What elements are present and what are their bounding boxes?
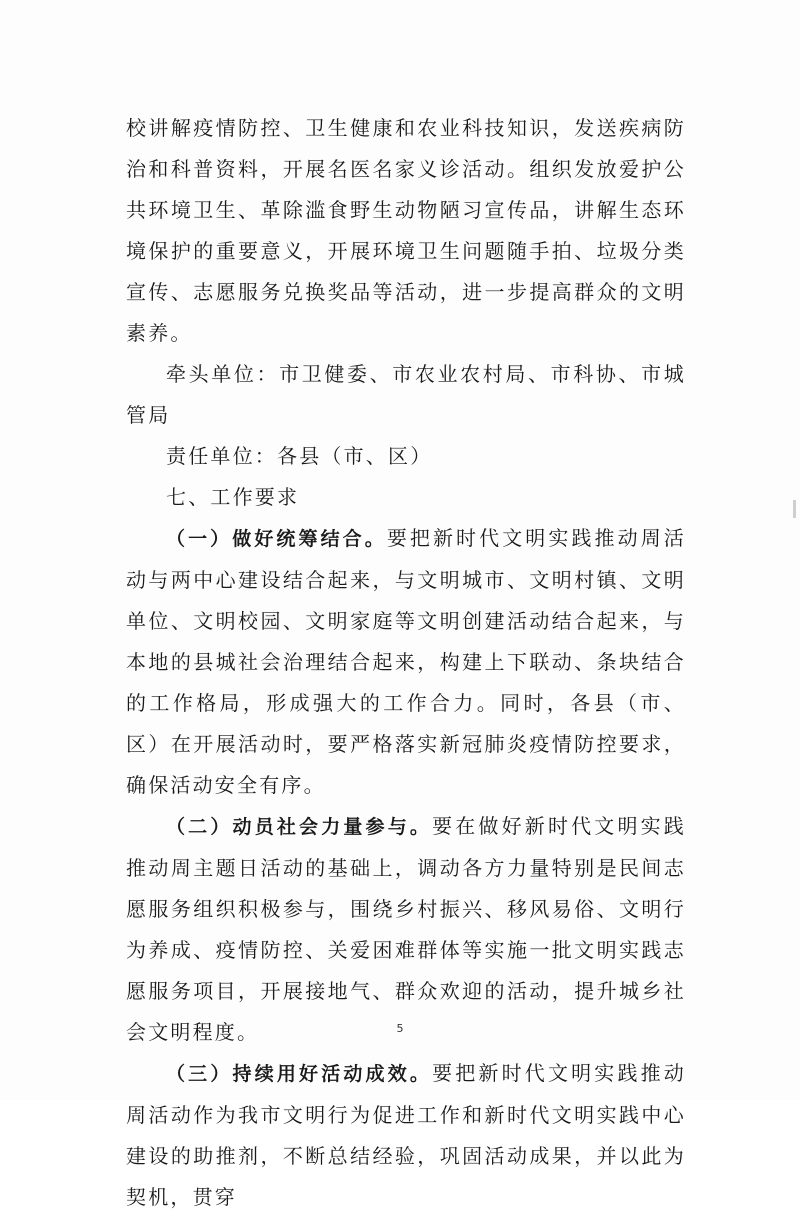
requirement-paragraph-3 — [126, 1053, 686, 1218]
requirement-lead-1: （一）做好统筹结合。 — [166, 528, 387, 550]
scan-edge-mark — [793, 500, 796, 518]
section-heading: 七、工作要求 — [166, 485, 300, 509]
lead-unit-line: 牵头单位：市卫健委、市农业农村局、市科协、市城管局 — [126, 362, 686, 427]
continuation-paragraph: 校讲解疫情防控、卫生健康和农业科技知识，发送疾病防治和科普资料，开展名医名家义诊活动。组织发放爱护公共环境卫生、革除滥食野生动物陋习宣传品，讲解生态环境保护的重要意义，开展环境卫生问题随手拍、垃圾分类宣传、志愿服务兑换奖品等活动，进一步提高群众的文明素养。 — [126, 116, 686, 345]
responsible-unit-line: 责任单位：各县（市、区） — [166, 444, 433, 468]
requirement-text-3: 要把新时代文明实践推动周活动作为我市文明行为促进工作和新时代文明实践中心建设的助推剂，不断总结经验，巩固活动成果，并以此为契机，贯穿 — [126, 1061, 687, 1209]
requirement-text-1: 要把新时代文明实践推动周活动与两中心建设结合起来，与文明城市、文明村镇、文明单位、文明校园、文明家庭等文明创建活动结合起来，与本地的县城社会治理结合起来，构建上下联动、条块结合的工作格局，形成强大的工作合力。同时，各县（市、区）在开展活动时，要严格落实新冠肺炎疫情防控要求，确保活动安全有序。 — [126, 526, 686, 797]
document-body — [126, 108, 686, 1218]
requirement-paragraph-2 — [126, 806, 686, 1053]
requirement-lead-3: （三）持续用好活动成效。 — [166, 1063, 433, 1085]
requirement-paragraph-1 — [126, 518, 686, 806]
requirement-text-2: 要在做好新时代文明实践推动周主题日活动的基础上，调动各方力量特别是民间志愿服务组织积极参与，围绕乡村振兴、移风易俗、文明行为养成、疫情防控、关爱困难群体等实施一批文明实践志愿服务项目，开展接地气、群众欢迎的活动，提升城乡社会文明程度。 — [126, 814, 687, 1044]
requirement-lead-2: （二）动员社会力量参与。 — [166, 816, 433, 838]
page-number: 5 — [396, 1022, 404, 1035]
